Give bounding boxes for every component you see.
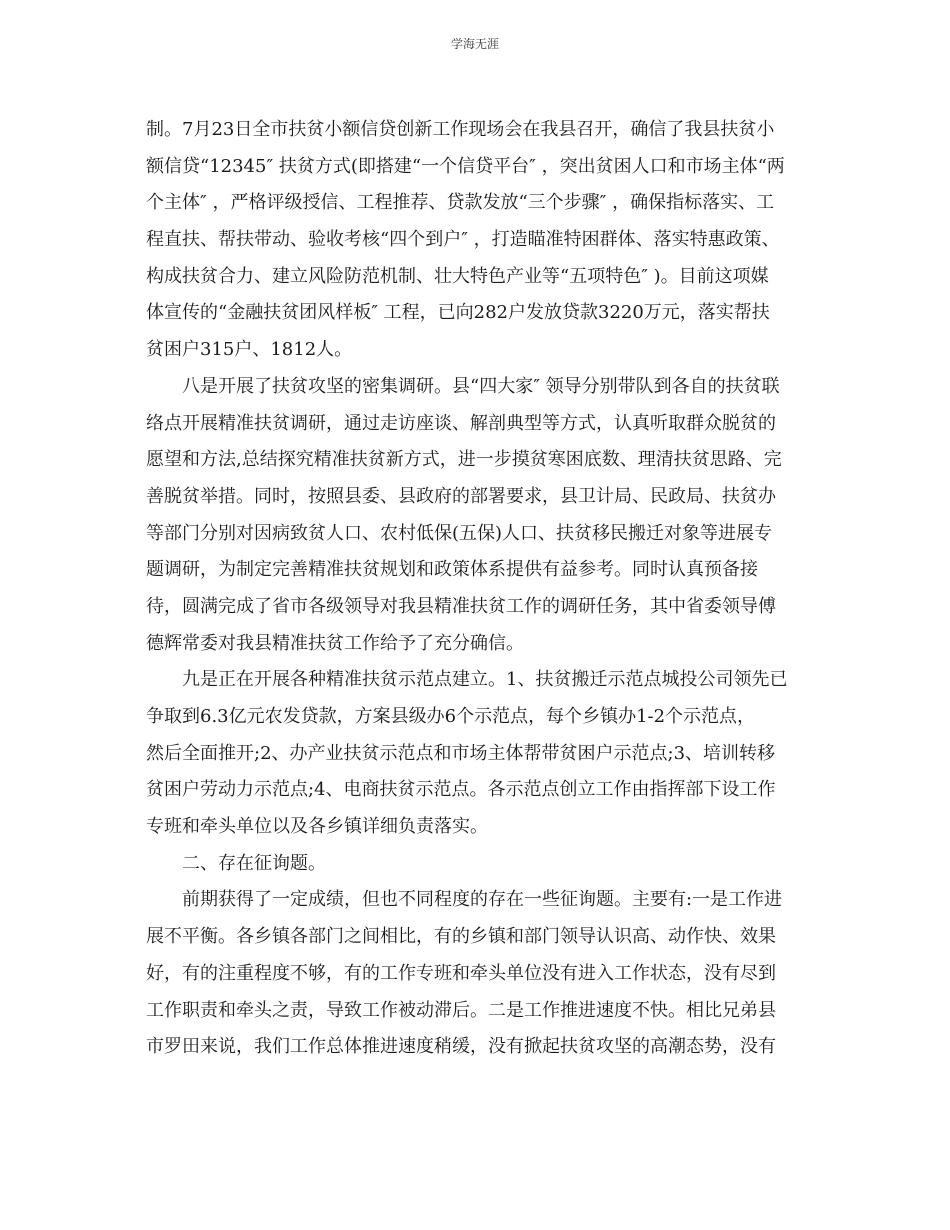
- page-header: 学海无涯: [450, 37, 499, 51]
- text-line: 专班和牵头单位以及各乡镇详细负责落实。: [146, 816, 488, 838]
- text-line: 善脱贫举措。同时，按照县委、县政府的部署要求，县卫计局、民政局、扶贫办: [146, 485, 776, 507]
- text-line: 好，有的注重程度不够，有的工作专班和牵头单位没有进入工作状态，没有尽到: [146, 962, 776, 984]
- text-line: 然后全面推开;2、办产业扶贫示范点和市场主体帮带贫困户示范点;3、培训转移: [146, 742, 776, 764]
- text-line: 贫困户劳动力示范点;4、电商扶贫示范点。各示范点创立工作由指挥部下设工作: [146, 779, 776, 801]
- text-line: 争取到6.3亿元农发贷款，方案县级办6个示范点，每个乡镇办1-2个示范点，: [146, 706, 756, 727]
- text-line: 体宣传的“金融扶贫团风样板″ 工程，已向282户发放贷款3220万元，落实帮扶: [146, 302, 770, 324]
- text-line: 工作职责和牵头之责，导致工作被动滞后。二是工作推进速度不快。相比兄弟县: [146, 999, 776, 1021]
- text-line: 展不平衡。各乡镇各部门之间相比，有的乡镇和部门领导认识高、动作快、效果: [146, 926, 776, 948]
- text-line: 德辉常委对我县精准扶贫工作给予了充分确信。: [146, 632, 524, 654]
- text-line: 九是正在开展各种精准扶贫示范点建立。1、扶贫搬迁示范点城投公司领先已: [182, 669, 788, 691]
- text-line: 构成扶贫合力、建立风险防范机制、壮大特色产业等“五项特色″ )。目前这项媒: [146, 265, 769, 287]
- text-line: 题调研，为制定完善精准扶贫规划和政策体系提供有益参考。同时认真预备接: [146, 559, 758, 581]
- text-line: 等部门分别对因病致贫人口、农村低保(五保)人口、扶贫移民搬迁对象等进展专: [146, 522, 773, 544]
- text-line: 前期获得了一定成绩，但也不同程度的存在一些征询题。主要有:一是工作进: [182, 889, 783, 911]
- text-line: 八是开展了扶贫攻坚的密集调研。县“四大家″ 领导分别带队到各自的扶贫联: [182, 375, 780, 397]
- text-line: 个主体″ ，严格评级授信、工程推荐、贷款发放“三个步骤″ ，确保指标落实、工: [146, 192, 775, 214]
- text-line: 市罗田来说，我们工作总体推进速度稍缓，没有掀起扶贫攻坚的高潮态势，没有: [146, 1036, 776, 1058]
- text-line: 络点开展精准扶贫调研，通过走访座谈、解剖典型等方式，认真听取群众脱贫的: [146, 412, 776, 434]
- text-line: 制。7月23日全市扶贫小额信贷创新工作现场会在我县召开，确信了我县扶贫小: [146, 119, 775, 140]
- text-line: 愿望和方法,总结探究精准扶贫新方式，进一步摸贫寒困底数、理清扶贫思路、完: [146, 449, 782, 471]
- text-line: 二、存在征询题。: [182, 852, 326, 874]
- body-text: [146, 112, 806, 1066]
- text-line: 额信贷“12345″ 扶贫方式(即搭建“一个信贷平台″ ，突出贫困人口和市场主体“两: [146, 155, 785, 177]
- text-line: 程直扶、帮扶带动、验收考核“四个到户″ ，打造瞄准特困群体、落实特惠政策、: [146, 229, 780, 251]
- text-line: 待，圆满完成了省市各级领导对我县精准扶贫工作的调研任务，其中省委领导傅: [146, 595, 776, 617]
- text-line: 贫困户315户、1812人。: [146, 339, 353, 361]
